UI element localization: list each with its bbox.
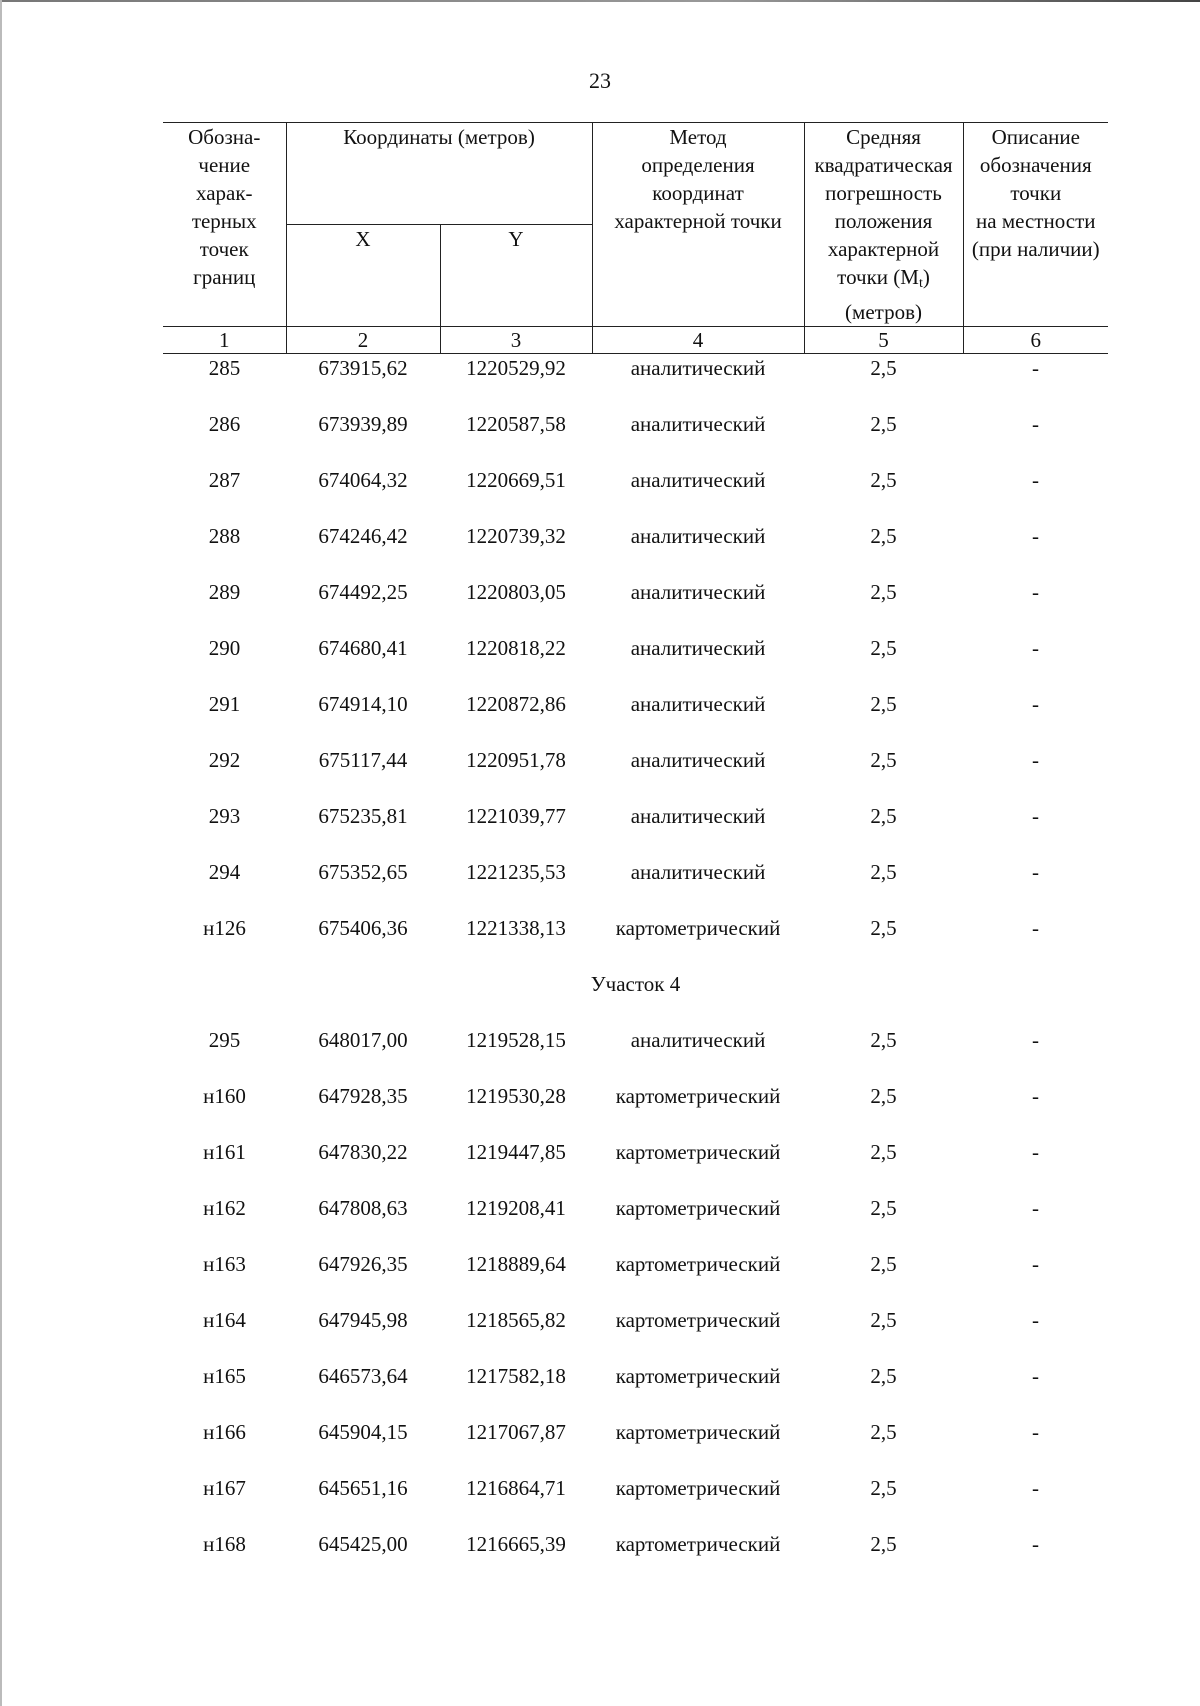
header-point-designation	[163, 123, 286, 327]
header-line: Обозна-	[188, 125, 261, 149]
table-row	[163, 914, 1108, 970]
y-coordinate-cell: 1217067,87	[466, 1420, 566, 1444]
description-cell: -	[1032, 1084, 1040, 1108]
header-line: точки	[1010, 181, 1062, 205]
table-row	[163, 690, 1108, 746]
description-cell: -	[1032, 1308, 1040, 1332]
method-cell: картометрический	[615, 1308, 781, 1332]
mt-suffix: )	[922, 265, 930, 289]
method-cell: картометрический	[615, 1084, 781, 1108]
y-coordinate-cell: 1219530,28	[466, 1084, 566, 1108]
table-row	[163, 634, 1108, 690]
description-cell: -	[1032, 1532, 1040, 1556]
point-cell: 294	[208, 860, 241, 884]
y-coordinate-cell: 1220529,92	[466, 356, 566, 380]
error-cell: 2,5	[870, 1420, 897, 1444]
header-line: харак-	[195, 181, 253, 205]
method-cell: картометрический	[615, 1196, 781, 1220]
description-cell: -	[1032, 356, 1040, 380]
table-row	[163, 746, 1108, 802]
point-cell: 289	[208, 580, 241, 604]
description-cell: -	[1032, 1420, 1040, 1444]
table-row	[163, 1026, 1108, 1082]
y-coordinate-cell: 1220669,51	[466, 468, 566, 492]
error-cell: 2,5	[870, 412, 897, 436]
header-line: характерной точки	[614, 209, 782, 233]
point-cell: н161	[203, 1140, 246, 1164]
method-cell: картометрический	[615, 1476, 781, 1500]
error-cell: 2,5	[870, 468, 897, 492]
table-body-part2	[163, 1026, 1108, 1586]
method-cell: аналитический	[630, 692, 766, 716]
header-line: определения	[641, 153, 755, 177]
method-cell: аналитический	[630, 356, 766, 380]
description-cell: -	[1032, 748, 1040, 772]
header-line: характерной	[827, 237, 940, 261]
error-cell: 2,5	[870, 1364, 897, 1388]
header-line: квадратическая	[814, 153, 953, 177]
table-row	[163, 578, 1108, 634]
method-cell: картометрический	[615, 1420, 781, 1444]
y-coordinate-cell: 1219208,41	[466, 1196, 566, 1220]
error-cell: 2,5	[870, 916, 897, 940]
point-cell: 290	[208, 636, 241, 660]
header-y: Y	[440, 225, 592, 327]
error-cell: 2,5	[870, 1532, 897, 1556]
point-cell: 291	[208, 692, 241, 716]
table-row	[163, 802, 1108, 858]
point-cell: н164	[203, 1308, 246, 1332]
description-cell: -	[1032, 636, 1040, 660]
coordinates-table	[163, 122, 1108, 1586]
table-row	[163, 1138, 1108, 1194]
method-cell: картометрический	[615, 1364, 781, 1388]
description-cell: -	[1032, 524, 1040, 548]
error-cell: 2,5	[870, 1196, 897, 1220]
column-number: 4	[592, 327, 804, 354]
point-cell: 287	[208, 468, 241, 492]
header-x: X	[286, 225, 440, 327]
error-cell: 2,5	[870, 636, 897, 660]
error-cell: 2,5	[870, 748, 897, 772]
y-coordinate-cell: 1216665,39	[466, 1532, 566, 1556]
description-cell: -	[1032, 916, 1040, 940]
description-cell: -	[1032, 692, 1040, 716]
x-coordinate-cell: 675406,36	[318, 916, 408, 940]
table-row	[163, 1530, 1108, 1586]
error-cell: 2,5	[870, 1084, 897, 1108]
y-coordinate-cell: 1220872,86	[466, 692, 566, 716]
point-cell: н166	[203, 1420, 246, 1444]
error-cell: 2,5	[870, 1028, 897, 1052]
header-line: на местности	[976, 209, 1096, 233]
table-row	[163, 1474, 1108, 1530]
description-cell: -	[1032, 1196, 1040, 1220]
table-row	[163, 1082, 1108, 1138]
y-coordinate-cell: 1219528,15	[466, 1028, 566, 1052]
table-row	[163, 1418, 1108, 1474]
header-line-mt	[805, 263, 963, 298]
x-coordinate-cell: 645904,15	[318, 1420, 408, 1444]
mt-subscript: t	[918, 276, 923, 291]
method-cell: аналитический	[630, 1028, 766, 1052]
table-row	[163, 1306, 1108, 1362]
description-cell: -	[1032, 1364, 1040, 1388]
error-cell: 2,5	[870, 1476, 897, 1500]
x-coordinate-cell: 647830,22	[318, 1140, 408, 1164]
point-cell: н160	[203, 1084, 246, 1108]
header-line: обозначения	[979, 153, 1092, 177]
x-coordinate-cell: 647926,35	[318, 1252, 408, 1276]
table-row	[163, 1362, 1108, 1418]
x-coordinate-cell: 647928,35	[318, 1084, 408, 1108]
error-cell: 2,5	[870, 692, 897, 716]
table-row	[163, 522, 1108, 578]
header-line: Средняя	[846, 125, 921, 149]
column-number: 2	[286, 327, 440, 354]
y-coordinate-cell: 1219447,85	[466, 1140, 566, 1164]
table-row	[163, 466, 1108, 522]
x-coordinate-cell: 674680,41	[318, 636, 408, 660]
point-cell: н168	[203, 1532, 246, 1556]
description-cell: -	[1032, 412, 1040, 436]
description-cell: -	[1032, 1028, 1040, 1052]
column-number: 1	[163, 327, 286, 354]
error-cell: 2,5	[870, 804, 897, 828]
y-coordinate-cell: 1220818,22	[466, 636, 566, 660]
section-row-group	[163, 970, 1108, 1026]
x-coordinate-cell: 648017,00	[318, 1028, 408, 1052]
point-cell: 295	[208, 1028, 241, 1052]
description-cell: -	[1032, 1252, 1040, 1276]
description-cell: -	[1032, 468, 1040, 492]
y-coordinate-cell: 1220739,32	[466, 524, 566, 548]
error-cell: 2,5	[870, 524, 897, 548]
header-description	[963, 123, 1108, 327]
description-cell: -	[1032, 580, 1040, 604]
y-coordinate-cell: 1221039,77	[466, 804, 566, 828]
point-cell: 285	[208, 356, 241, 380]
header-mean-square-error	[804, 123, 963, 327]
x-coordinate-cell: 647945,98	[318, 1308, 408, 1332]
point-cell: н167	[203, 1476, 246, 1500]
y-coordinate-cell: 1220587,58	[466, 412, 566, 436]
method-cell: аналитический	[630, 580, 766, 604]
x-coordinate-cell: 675117,44	[318, 748, 408, 772]
x-coordinate-cell: 647808,63	[318, 1196, 408, 1220]
point-cell: 292	[208, 748, 241, 772]
header-coordinates-group: Координаты (метров)	[286, 123, 592, 225]
point-cell: н165	[203, 1364, 246, 1388]
x-coordinate-cell: 645651,16	[318, 1476, 408, 1500]
method-cell: картометрический	[615, 1140, 781, 1164]
y-coordinate-cell: 1217582,18	[466, 1364, 566, 1388]
x-coordinate-cell: 673915,62	[318, 356, 408, 380]
x-coordinate-cell: 675235,81	[318, 804, 408, 828]
header-line: чение	[198, 153, 251, 177]
header-method	[592, 123, 804, 327]
description-cell: -	[1032, 1476, 1040, 1500]
method-cell: аналитический	[630, 804, 766, 828]
header-line: координат	[652, 181, 744, 205]
page-number: 23	[589, 68, 611, 93]
method-cell: аналитический	[630, 636, 766, 660]
point-cell: н126	[203, 916, 246, 940]
method-cell: картометрический	[615, 916, 781, 940]
header-line: Описание	[991, 125, 1080, 149]
y-coordinate-cell: 1221338,13	[466, 916, 566, 940]
x-coordinate-cell: 674914,10	[318, 692, 408, 716]
x-coordinate-cell: 674246,42	[318, 524, 408, 548]
method-cell: аналитический	[630, 524, 766, 548]
error-cell: 2,5	[870, 356, 897, 380]
y-coordinate-cell: 1218889,64	[466, 1252, 566, 1276]
header-line: положения	[834, 209, 933, 233]
x-coordinate-cell: 646573,64	[318, 1364, 408, 1388]
method-cell: картометрический	[615, 1532, 781, 1556]
column-number: 5	[804, 327, 963, 354]
column-number: 3	[440, 327, 592, 354]
table-row	[163, 1250, 1108, 1306]
method-cell: аналитический	[630, 860, 766, 884]
section-title: Участок 4	[590, 972, 681, 996]
mt-prefix: точки (M	[837, 265, 919, 289]
error-cell: 2,5	[870, 580, 897, 604]
point-cell: н162	[203, 1196, 246, 1220]
header-line: точек	[199, 237, 249, 261]
error-cell: 2,5	[870, 1308, 897, 1332]
table-row	[163, 354, 1108, 411]
x-coordinate-cell: 645425,00	[318, 1532, 408, 1556]
x-coordinate-cell: 675352,65	[318, 860, 408, 884]
error-cell: 2,5	[870, 1252, 897, 1276]
method-cell: аналитический	[630, 412, 766, 436]
y-coordinate-cell: 1220803,05	[466, 580, 566, 604]
header-line: погрешность	[825, 181, 942, 205]
header-line: терных	[191, 209, 257, 233]
method-cell: аналитический	[630, 468, 766, 492]
description-cell: -	[1032, 804, 1040, 828]
header-line: границ	[193, 265, 256, 289]
column-numbers-row	[163, 327, 1108, 354]
description-cell: -	[1032, 860, 1040, 884]
x-coordinate-cell: 673939,89	[318, 412, 408, 436]
column-number: 6	[963, 327, 1108, 354]
scan-edge-left	[0, 0, 2, 1706]
table-body-part1	[163, 354, 1108, 971]
table-row	[163, 410, 1108, 466]
table-row	[163, 1194, 1108, 1250]
point-cell: н163	[203, 1252, 246, 1276]
x-coordinate-cell: 674064,32	[318, 468, 408, 492]
method-cell: картометрический	[615, 1252, 781, 1276]
point-cell: 286	[208, 412, 241, 436]
table-row	[163, 858, 1108, 914]
point-cell: 288	[208, 524, 241, 548]
section-row	[163, 970, 1108, 1026]
header-line: (при наличии)	[971, 237, 1100, 261]
y-coordinate-cell: 1220951,78	[466, 748, 566, 772]
y-coordinate-cell: 1216864,71	[466, 1476, 566, 1500]
point-cell: 293	[208, 804, 241, 828]
scan-edge-top	[0, 0, 1200, 2]
error-cell: 2,5	[870, 1140, 897, 1164]
header-line: Метод	[669, 125, 727, 149]
method-cell: аналитический	[630, 748, 766, 772]
description-cell: -	[1032, 1140, 1040, 1164]
header-line: (метров)	[845, 300, 922, 324]
x-coordinate-cell: 674492,25	[318, 580, 408, 604]
error-cell: 2,5	[870, 860, 897, 884]
y-coordinate-cell: 1218565,82	[466, 1308, 566, 1332]
y-coordinate-cell: 1221235,53	[466, 860, 566, 884]
